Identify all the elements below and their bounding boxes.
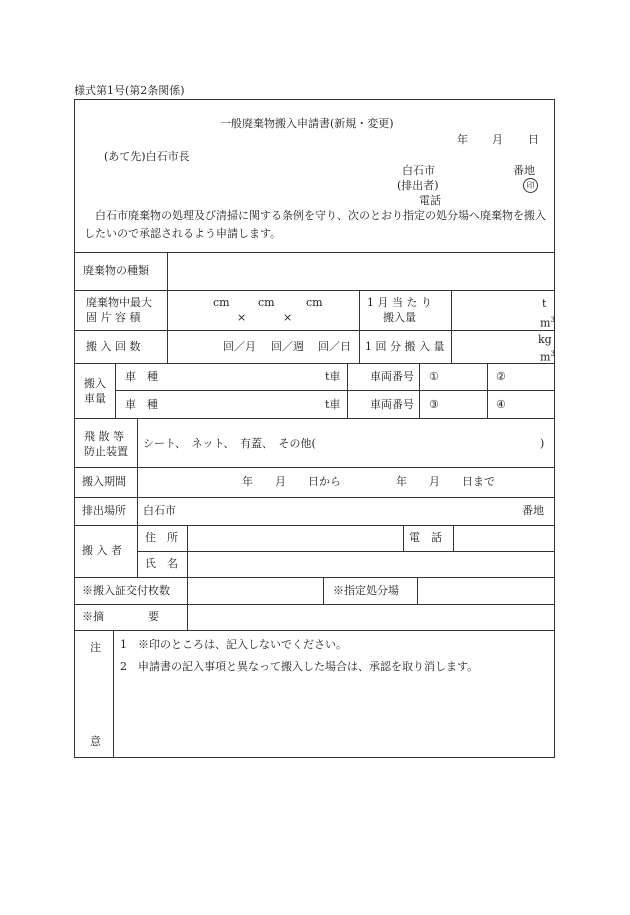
ton-unit: t車 bbox=[325, 370, 341, 383]
vehicle-label2: 車量 bbox=[84, 392, 106, 405]
notes-label-bottom: 意 bbox=[90, 735, 101, 748]
plate-number-2: ② bbox=[496, 370, 506, 383]
anti-scatter-label2: 防止装置 bbox=[84, 445, 128, 458]
carrier-label: 搬 入 者 bbox=[82, 544, 122, 557]
divider-line bbox=[74, 418, 555, 419]
divider-line bbox=[74, 604, 555, 605]
divider-line bbox=[487, 363, 488, 418]
frequency-label: 搬 入 回 数 bbox=[86, 340, 141, 353]
vehicle-type-label: 車 種 bbox=[125, 370, 158, 383]
divider-line bbox=[115, 363, 116, 418]
note-text: ※印のところは、記入しないでください。 bbox=[138, 638, 347, 651]
divider-line bbox=[74, 497, 555, 498]
applicant-phone-label: 電話 bbox=[419, 194, 441, 207]
unit-m3: $m^3$ bbox=[540, 350, 555, 364]
notes-label-top: 注 bbox=[90, 641, 101, 654]
monthly-amount-label: 1 月 当 た り bbox=[367, 296, 432, 309]
note-text: 申請書の記入事項と異なって搬入した場合は、承認を取り消します。 bbox=[138, 660, 479, 673]
divider-line bbox=[359, 290, 360, 363]
plate-label: 車両番号 bbox=[370, 370, 414, 383]
carrier-address-label: 住 所 bbox=[145, 531, 178, 544]
unit-kg: kg bbox=[538, 333, 552, 346]
anti-scatter-options: シート、 ネット、 有蓋、 その他( bbox=[143, 437, 316, 450]
divider-line bbox=[451, 290, 452, 363]
max-size-label2: 固 片 容 積 bbox=[86, 311, 141, 324]
divider-line bbox=[74, 630, 555, 631]
divider-line bbox=[403, 525, 404, 551]
unit-cm: cm bbox=[258, 296, 275, 309]
divider-line bbox=[453, 525, 454, 551]
divider-line bbox=[74, 252, 555, 253]
per-week: 回／週 bbox=[271, 340, 304, 353]
applicant-banchi: 番地 bbox=[513, 164, 535, 177]
divider-line bbox=[419, 363, 420, 418]
divider-line bbox=[167, 252, 168, 363]
divider-line bbox=[74, 290, 555, 291]
period-label: 搬入期間 bbox=[82, 475, 126, 488]
per-month: 回／月 bbox=[223, 340, 256, 353]
anti-scatter-label: 飛 散 等 bbox=[84, 430, 124, 443]
discharge-banchi: 番地 bbox=[522, 504, 544, 517]
unit-m3: $m^3$ bbox=[540, 316, 555, 330]
plate-number-1: ① bbox=[429, 370, 439, 383]
waste-type-label: 廃棄物の種類 bbox=[83, 264, 149, 277]
divider-line bbox=[417, 577, 418, 604]
designated-site-label: ※指定処分場 bbox=[333, 584, 399, 597]
divider-line bbox=[74, 467, 555, 468]
divider-line bbox=[113, 630, 114, 758]
ton-unit: t車 bbox=[325, 398, 341, 411]
applicant-role: (排出者) bbox=[397, 179, 439, 192]
divider-line bbox=[137, 551, 555, 552]
divider-line bbox=[74, 577, 555, 578]
intro-text: 白石市廃棄物の処理及び清掃に関する条例を守り、次のとおり指定の処分場へ廃棄物を搬入したいので承認されるよう申請します。 bbox=[84, 209, 546, 240]
times-symbol: × bbox=[283, 311, 293, 324]
addressee: (あて先)白石市長 bbox=[104, 150, 190, 163]
period-from: 年 月 日から bbox=[242, 475, 341, 488]
divider-line bbox=[74, 525, 555, 526]
plate-number-4: ④ bbox=[496, 398, 506, 411]
date-day: 日 bbox=[528, 133, 539, 146]
form-title: 一般廃棄物搬入申請書(新規・変更) bbox=[220, 117, 394, 130]
discharge-label: 排出場所 bbox=[82, 504, 126, 517]
applicant-city: 白石市 bbox=[402, 164, 435, 177]
seal-icon bbox=[523, 178, 538, 193]
form-number: 様式第1号(第2条関係) bbox=[74, 84, 185, 97]
period-to: 年 月 日まで bbox=[396, 475, 495, 488]
note-number: 2 bbox=[120, 660, 127, 673]
unit-cm: cm bbox=[213, 296, 230, 309]
vehicle-type-label: 車 種 bbox=[125, 398, 158, 411]
divider-line bbox=[74, 363, 555, 364]
seal-mark: 印 bbox=[523, 178, 538, 193]
plate-label: 車両番号 bbox=[370, 398, 414, 411]
max-size-label: 廃棄物中最大 bbox=[86, 296, 152, 309]
plate-number-3: ③ bbox=[429, 398, 439, 411]
date-month: 月 bbox=[492, 133, 503, 146]
vehicle-label: 搬入 bbox=[84, 377, 106, 390]
permit-count-label: ※搬入証交付枚数 bbox=[82, 584, 170, 597]
unit-cm: cm bbox=[306, 296, 323, 309]
times-symbol: × bbox=[237, 311, 247, 324]
divider-line bbox=[347, 363, 348, 418]
close-paren: ) bbox=[540, 437, 545, 450]
date-year: 年 bbox=[457, 133, 468, 146]
divider-line bbox=[74, 330, 555, 331]
discharge-city: 白石市 bbox=[143, 504, 176, 517]
note-number: 1 bbox=[120, 638, 127, 651]
divider-line bbox=[115, 390, 555, 391]
unit-t: t bbox=[542, 297, 547, 310]
divider-line bbox=[187, 525, 188, 630]
per-trip-label: 1 回 分 搬 入 量 bbox=[365, 340, 445, 353]
carrier-name-label: 氏 名 bbox=[145, 557, 178, 570]
monthly-amount-label2: 搬入量 bbox=[383, 311, 416, 324]
per-day: 回／日 bbox=[318, 340, 351, 353]
divider-line bbox=[137, 418, 138, 577]
remarks-label: ※摘 要 bbox=[82, 610, 159, 623]
divider-line bbox=[323, 577, 324, 604]
carrier-phone-label: 電 話 bbox=[409, 531, 442, 544]
